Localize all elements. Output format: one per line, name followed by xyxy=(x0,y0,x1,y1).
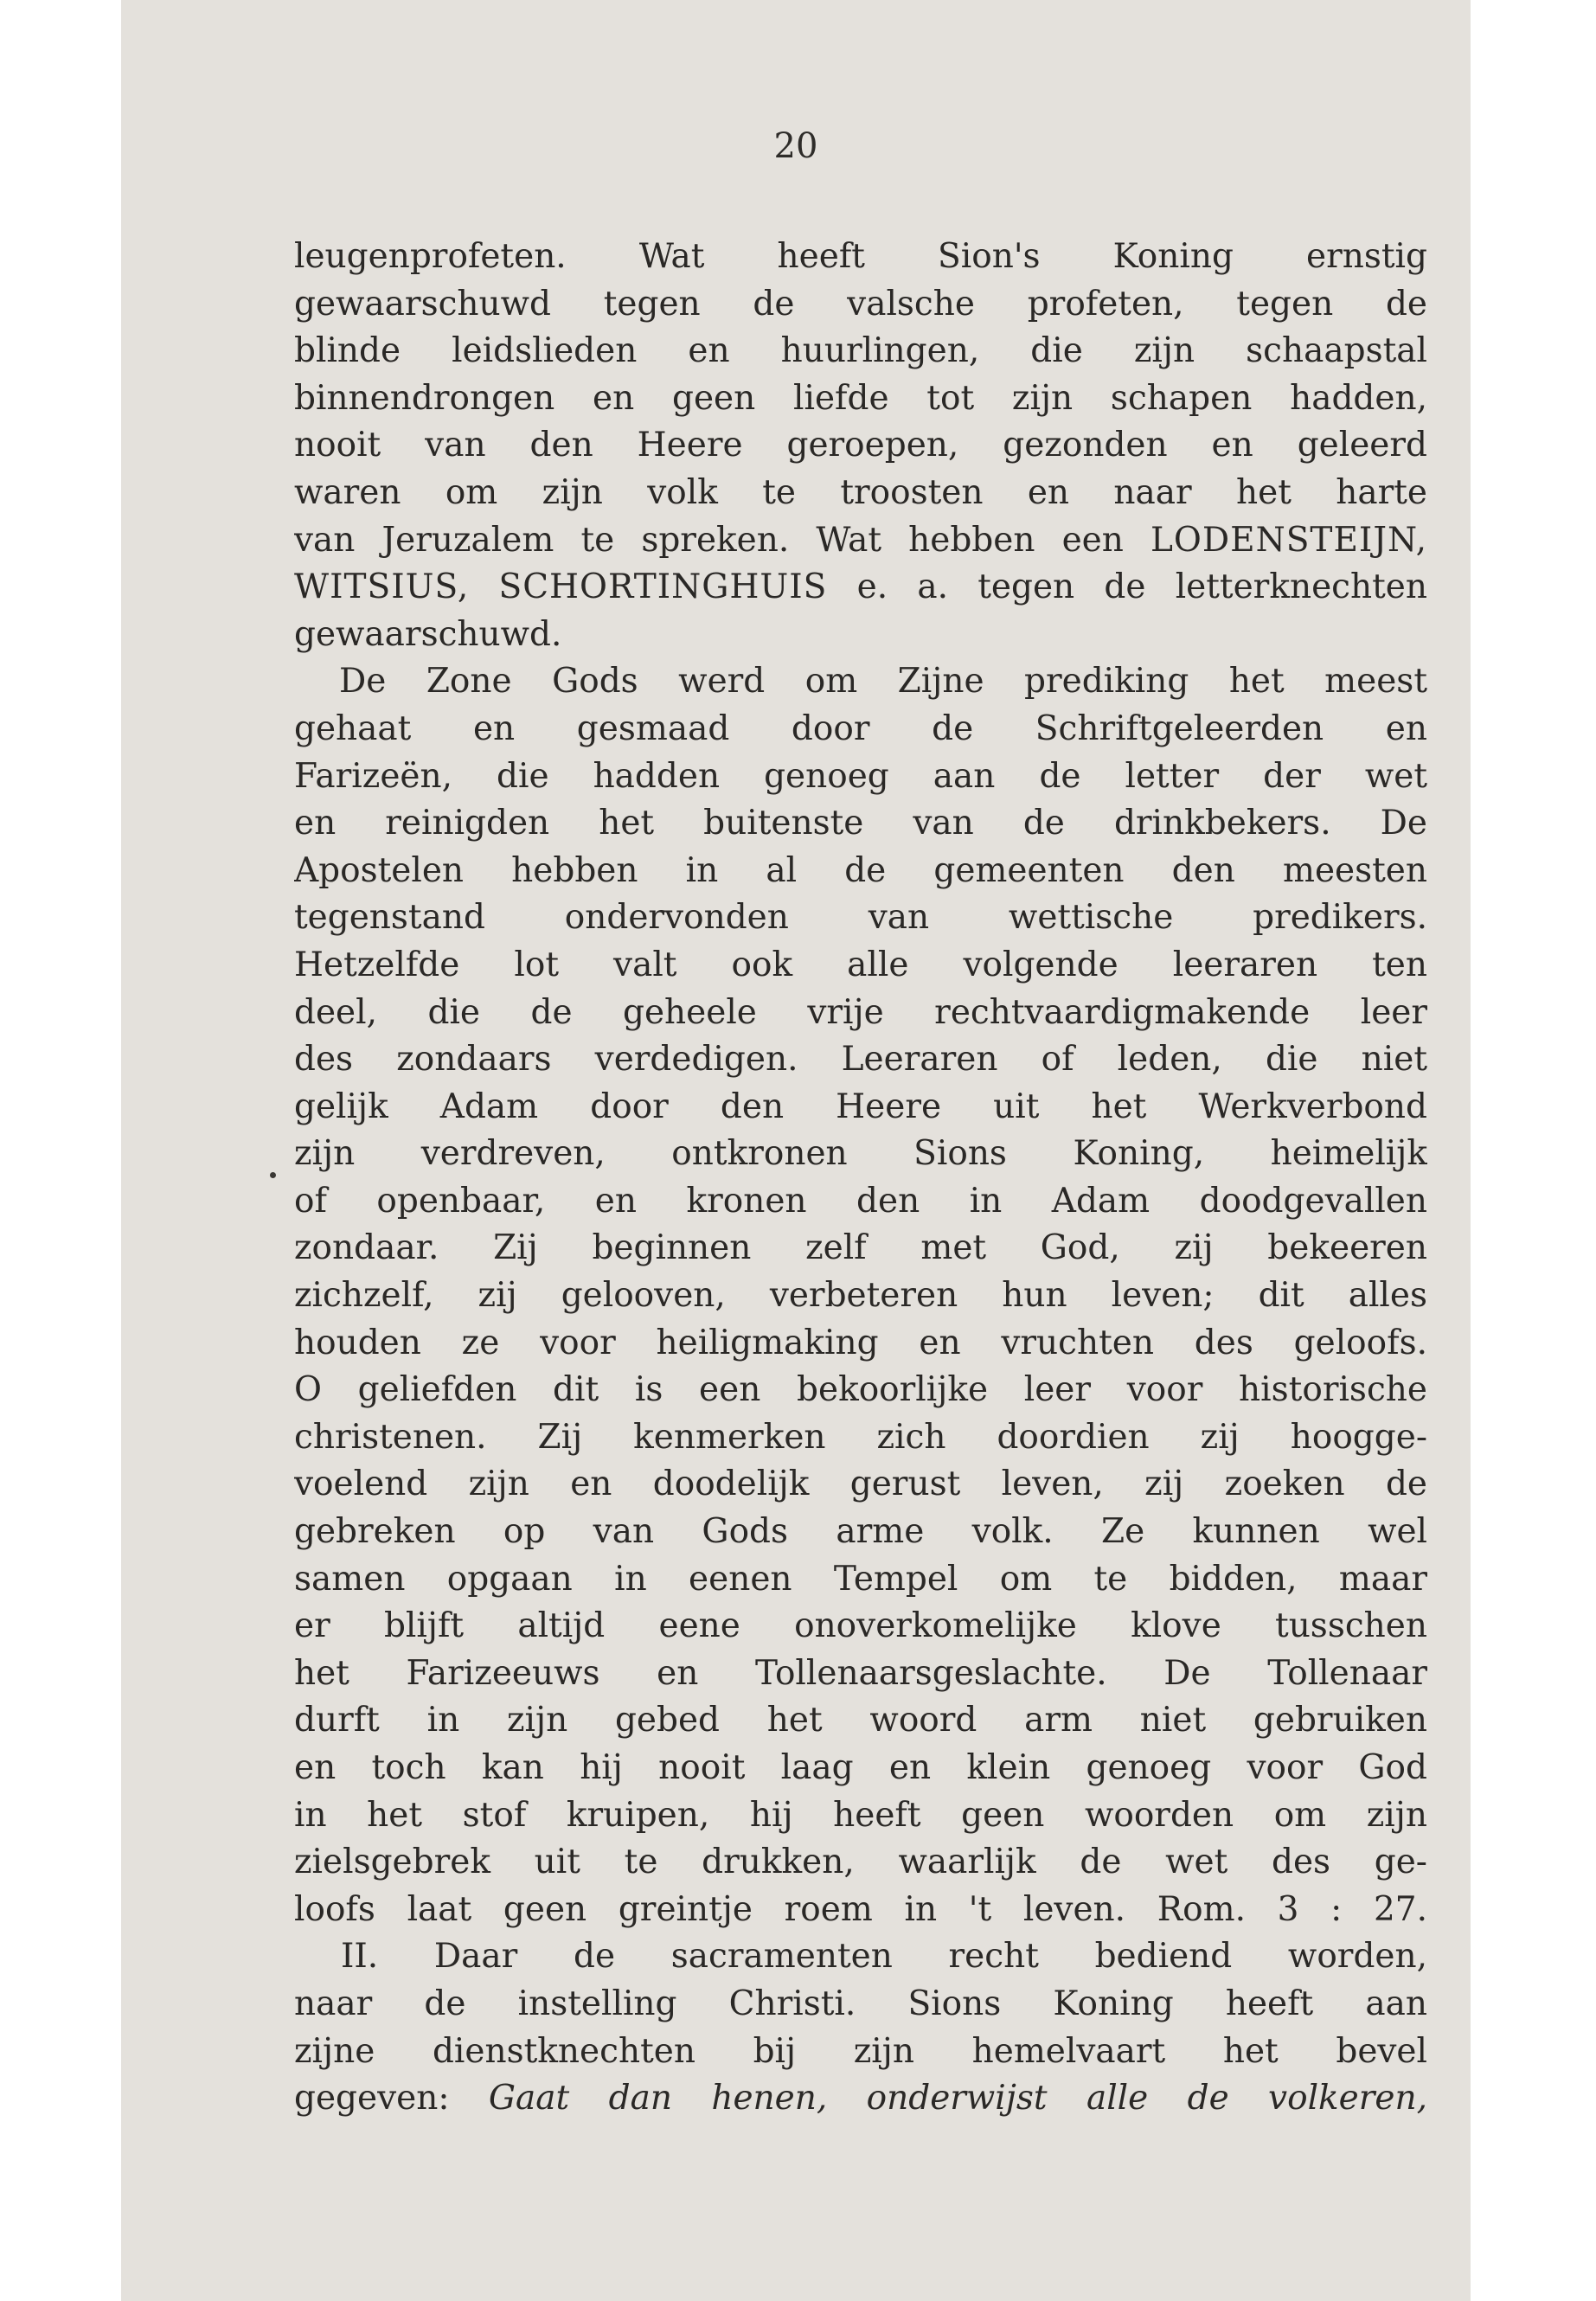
text-line-37: II. Daar de sacramenten recht bediend worden, xyxy=(341,1937,1427,1977)
text-line-29: samen opgaan in eenen Tempel om te bidden, maar xyxy=(294,1559,1427,1599)
text-line-17: deel, die de geheele vrije rechtvaardigmakende leer xyxy=(294,992,1427,1032)
scripture-quote: Gaat dan henen, onderwijst alle de volkeren, xyxy=(488,2079,1427,2118)
text-line-24: houden ze voor heiligmaking en vruchten des geloofs. xyxy=(294,1323,1427,1362)
text-line-12: Farizeën, die hadden genoeg aan de letter der wet xyxy=(294,756,1427,796)
text-line-38: naar de instelling Christi. Sions Koning heeft aan xyxy=(294,1984,1427,2023)
name-schortinghuis: SCHORTINGHUIS xyxy=(498,567,828,607)
text-line-8 xyxy=(294,564,1427,612)
text-line-7-main: van Jeruzalem te spreken. Wat hebben een xyxy=(294,520,1124,560)
text-line-30: er blijft altijd eene onoverkomelijke klove tusschen xyxy=(294,1606,1427,1646)
text-line-19: gelijk Adam door den Heere uit het Werkverbond xyxy=(294,1086,1427,1126)
text-line-10: De Zone Gods werd om Zijne prediking het meest xyxy=(339,662,1427,702)
text-line-33: en toch kan hij nooit laag en klein genoeg voor God xyxy=(294,1748,1427,1787)
text-line-35: zielsgebrek uit te drukken, waarlijk de wet des ge- xyxy=(294,1843,1427,1882)
text-line-40-main: gegeven: xyxy=(294,2079,450,2118)
text-line-7 xyxy=(294,517,1427,565)
text-line-18: des zondaars verdedigen. Leeraren of leden, die niet xyxy=(294,1040,1427,1080)
text-line-9: gewaarschuwd. xyxy=(294,614,562,654)
text-line-40 xyxy=(294,2075,1427,2123)
page-number: 20 xyxy=(773,126,818,166)
text-line-15: tegenstand ondervonden van wettische predikers. xyxy=(294,898,1427,938)
text-line-39: zijne dienstknechten bij zijn hemelvaart het bevel xyxy=(294,2031,1427,2071)
print-speck xyxy=(270,1172,276,1178)
name-witsius: WITSIUS, xyxy=(294,567,470,607)
text-line-14: Apostelen hebben in al de gemeenten den meesten xyxy=(294,850,1427,890)
body-text xyxy=(294,234,1427,2123)
text-line-34: in het stof kruipen, hij heeft geen woorden om zijn xyxy=(294,1795,1427,1835)
text-line-36: loofs laat geen greintje roem in 't leven. Rom. 3 : 27. xyxy=(294,1889,1427,1929)
scanned-page xyxy=(121,0,1471,2301)
text-line-2: gewaarschuwd tegen de valsche profeten, tegen de xyxy=(294,284,1427,324)
text-line-13: en reinigden het buitenste van de drinkbekers. De xyxy=(294,804,1427,843)
text-line-1: leugenprofeten. Wat heeft Sion's Koning ernstig xyxy=(294,237,1427,276)
text-line-27: voelend zijn en doodelijk gerust leven, zij zoeken de xyxy=(294,1465,1427,1504)
text-line-20: zijn verdreven, ontkronen Sions Koning, heimelijk xyxy=(294,1134,1427,1174)
text-line-25: O geliefden dit is een bekoorlijke leer voor historische xyxy=(294,1370,1427,1410)
text-line-16: Hetzelfde lot valt ook alle volgende leeraren ten xyxy=(294,945,1427,984)
text-line-23: zichzelf, zij gelooven, verbeteren hun leven; dit alles xyxy=(294,1276,1427,1316)
text-line-6: waren om zijn volk te troosten en naar het harte xyxy=(294,472,1427,512)
text-line-4: binnendrongen en geen liefde tot zijn schapen hadden, xyxy=(294,378,1427,418)
text-line-5: nooit van den Heere geroepen, gezonden en geleerd xyxy=(294,426,1427,465)
text-line-3: blinde leidslieden en huurlingen, die zijn schaapstal xyxy=(294,331,1427,371)
text-line-22: zondaar. Zij beginnen zelf met God, zij bekeeren xyxy=(294,1228,1427,1268)
text-line-28: gebreken op van Gods arme volk. Ze kunnen wel xyxy=(294,1512,1427,1552)
text-line-26: christenen. Zij kenmerken zich doordien zij hoogge- xyxy=(294,1417,1427,1457)
text-line-21: of openbaar, en kronen den in Adam doodgevallen xyxy=(294,1181,1427,1221)
text-line-8-rest: e. a. tegen de letterknechten xyxy=(856,567,1427,607)
text-line-32: durft in zijn gebed het woord arm niet gebruiken xyxy=(294,1701,1427,1740)
text-line-31: het Farizeeuws en Tollenaarsgeslachte. De Tollenaar xyxy=(294,1653,1427,1693)
text-line-11: gehaat en gesmaad door de Schriftgeleerden en xyxy=(294,708,1427,748)
name-lodensteijn: LODENSTEIJN, xyxy=(1150,520,1427,560)
